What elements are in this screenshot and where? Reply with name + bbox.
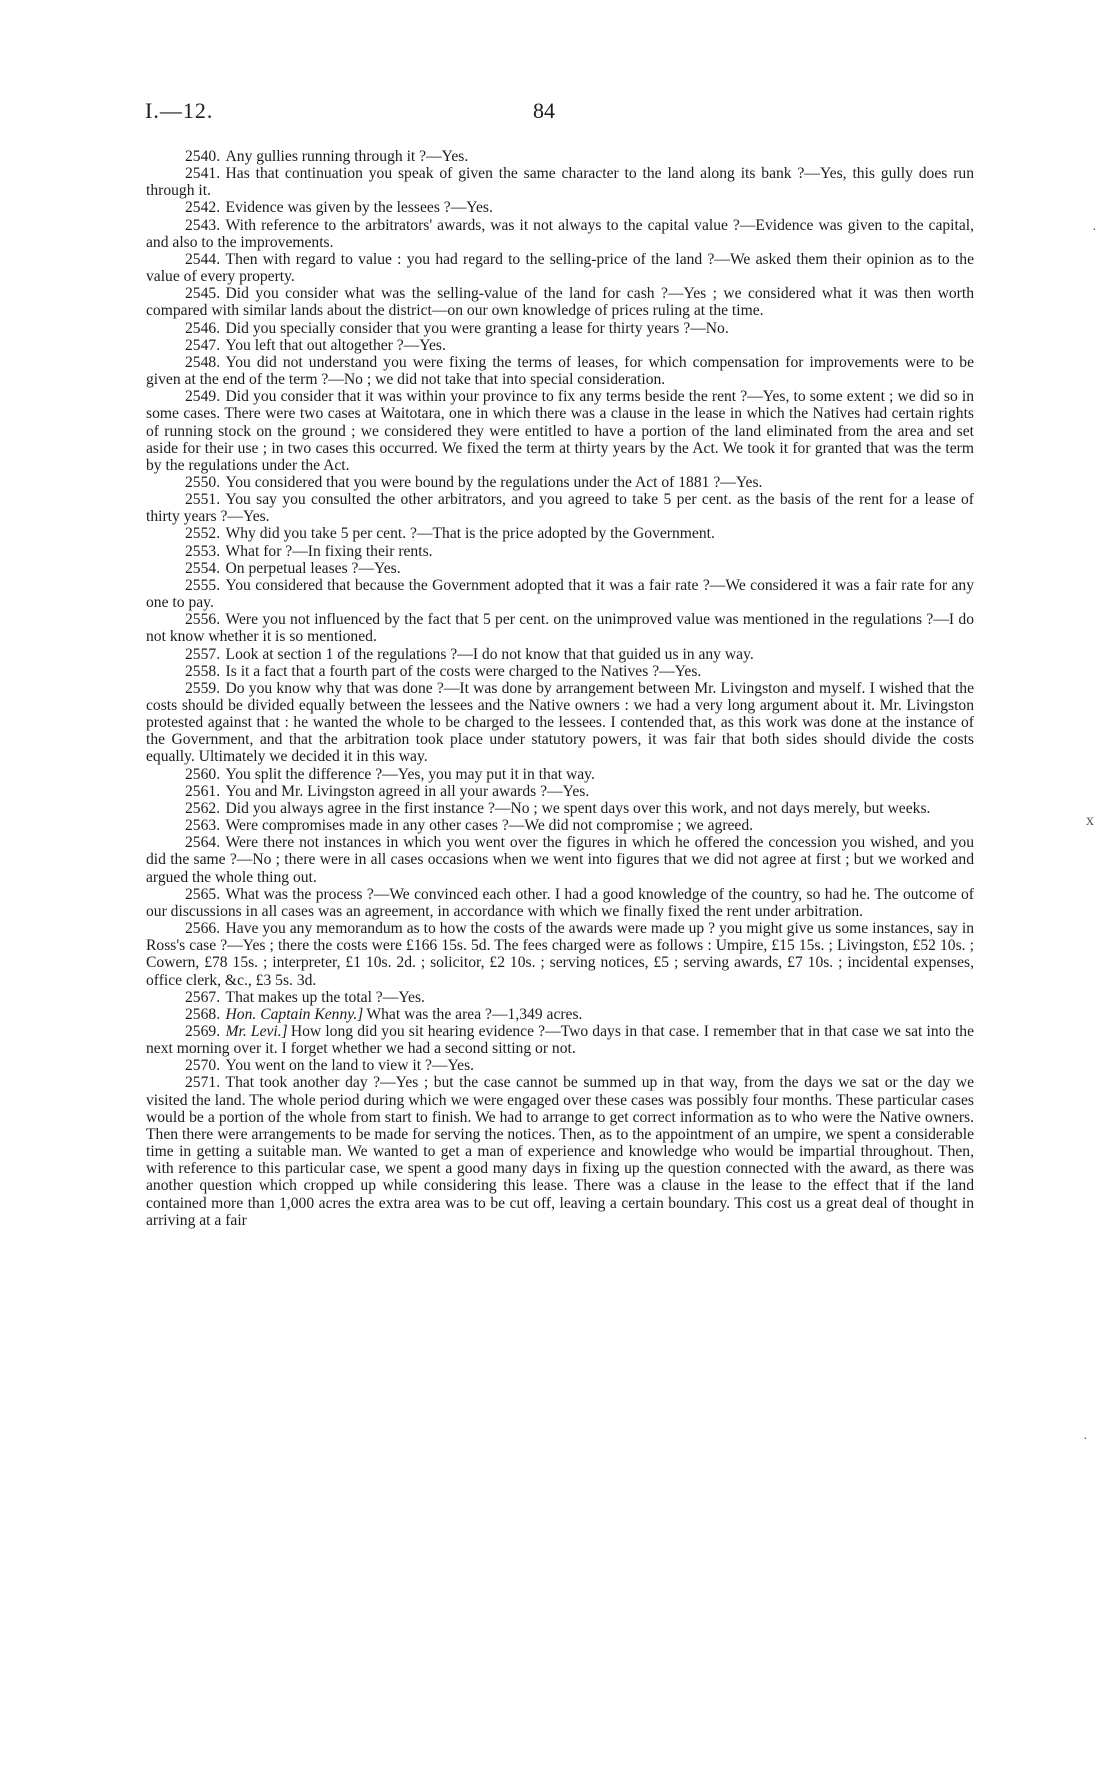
testimony-paragraph <box>146 285 974 319</box>
question-number: 2542. <box>185 199 221 217</box>
paragraph-text: Is it a fact that a fourth part of the costs were charged to the Natives ?—Yes. <box>225 662 702 680</box>
question-number: 2540. <box>185 148 221 165</box>
paragraph-text: You split the difference ?—Yes, you may put it in that way. <box>225 765 595 783</box>
testimony-paragraph <box>146 199 974 216</box>
question-number: 2563. <box>185 817 221 835</box>
testimony-paragraph <box>146 525 974 542</box>
paragraph-text: Have you any memorandum as to how the costs of the awards were made up ? you might give us some instances, say in Ross's case ?—Yes ; there the costs were £166 15s. 5d. The fees charged were as follows : Umpire, £15 15s. ; Livingston, £52 10s. ; Cowern, £78 15s. ; interpreter, £1 10s. 2d. ; solicitor, £2 10s. ; serving notices, £5 ; serving awards, £7 10s. ; incidental expenses, office clerk, &c., £3 5s. 3d. <box>146 920 974 989</box>
paragraph-text: What was the area ?—1,349 acres. <box>366 1005 583 1023</box>
question-number: 2552. <box>185 525 221 543</box>
testimony-paragraph <box>146 680 974 766</box>
testimony-paragraph <box>146 611 974 645</box>
testimony-paragraph <box>146 560 974 577</box>
testimony-paragraph <box>146 148 974 165</box>
paragraph-text: Did you specially consider that you were granting a lease for thirty years ?—No. <box>225 319 729 337</box>
paragraph-text: Did you consider that it was within your province to fix any terms beside the rent ?—Yes, to some extent ; we did so in some cases. There were two cases at Waitotara, one in which there was a clause in the lease in which the Natives had certain rights of running stock on the ground ; we considered they were entitled to have a portion of the land eliminated from the area and set aside for their use ; in two cases this occurred. We fixed the term at thirty years by the Act. We took it for granted that was the term by the regulations under the Act. <box>146 388 974 474</box>
testimony-paragraph <box>146 817 974 834</box>
paragraph-text: Do you know why that was done ?—It was done by arrangement between Mr. Livingston and myself. I wished that the costs should be divided equally between the lessees and the Native owners : we had a very long argument about it. Mr. Livingston protested against that : he wanted the whole to be charged to the lessees. I contended that, as this work was done at the instance of the Government, and that the arbitration took place under statutory powers, it was fair that both sides should divide the costs equally. Ultimately we decided it in this way. <box>146 679 974 766</box>
paragraph-text: Any gullies running through it ?—Yes. <box>225 148 469 165</box>
testimony-paragraph <box>146 800 974 817</box>
testimony-paragraph <box>146 217 974 251</box>
margin-mark: · <box>1083 1432 1088 1447</box>
paragraph-text: You say you consulted the other arbitrators, and you agreed to take 5 per cent. as the basis of the rent for a lease of thirty years ?—Yes. <box>146 491 974 526</box>
margin-mark: · <box>1092 223 1097 238</box>
paragraph-text: What for ?—In fixing their rents. <box>225 542 433 560</box>
testimony-paragraph <box>146 1023 974 1057</box>
paragraph-text: On perpetual leases ?—Yes. <box>225 559 401 577</box>
testimony-paragraph <box>146 251 974 285</box>
question-number: 2571. <box>185 1074 221 1092</box>
question-number: 2562. <box>185 799 221 817</box>
testimony-paragraph <box>146 766 974 783</box>
testimony-paragraph <box>146 1006 974 1023</box>
paragraph-text: Has that continuation you speak of given the same character to the land along its bank ?—Yes, this gully does run through it. <box>146 165 974 200</box>
testimony-paragraph <box>146 783 974 800</box>
question-number: 2559. <box>185 679 221 697</box>
question-number: 2548. <box>185 353 221 371</box>
question-number: 2556. <box>185 611 221 629</box>
paragraph-text: What was the process ?—We convinced each other. I had a good knowledge of the country, so had he. The outcome of our discussions in all cases was an agreement, in accordance with which we finally fixed the rent under arbitration. <box>146 885 974 920</box>
paragraph-text: Did you always agree in the first instance ?—No ; we spent days over this work, and not days merely, but weeks. <box>225 799 931 817</box>
paragraph-text: Look at section 1 of the regulations ?—I do not know that that guided us in any way. <box>225 645 754 663</box>
speaker-name: Hon. Captain Kenny.] <box>225 1005 364 1023</box>
paragraph-text: That makes up the total ?—Yes. <box>225 988 425 1006</box>
page-number: 84 <box>533 98 555 123</box>
paragraph-text: With reference to the arbitrators' awards, was it not always to the capital value ?—Evidence was given to the capital, and also to the improvements. <box>146 216 974 251</box>
testimony-paragraph <box>146 920 974 989</box>
paragraph-text: You and Mr. Livingston agreed in all your awards ?—Yes. <box>225 782 590 800</box>
testimony-paragraph <box>146 663 974 680</box>
question-number: 2568. <box>185 1005 221 1023</box>
paragraph-text: You went on the land to view it ?—Yes. <box>225 1057 475 1075</box>
paragraph-text: Then with regard to value : you had regard to the selling-price of the land ?—We asked them their opinion as to the value of every property. <box>146 250 974 286</box>
margin-mark: x <box>1086 812 1094 829</box>
paragraph-text: You did not understand you were fixing the terms of leases, for which compensation for improvements were to be given at the end of the term ?—No ; we did not take that into special consideration. <box>146 353 974 389</box>
testimony-paragraph <box>146 1057 974 1074</box>
testimony-paragraph <box>146 165 974 199</box>
paragraph-text: How long did you sit hearing evidence ?—Two days in that case. I remember that in that case we sat into the next morning over it. I forget whether we had a second sitting or not. <box>146 1022 974 1058</box>
question-number: 2546. <box>185 319 221 337</box>
testimony-paragraph <box>146 337 974 354</box>
question-number: 2541. <box>185 165 221 183</box>
question-number: 2550. <box>185 473 221 491</box>
paragraph-text: Were you not influenced by the fact that 5 per cent. on the unimproved value was mentioned in the regulations ?—I do not know whether it is so mentioned. <box>146 611 974 646</box>
testimony-paragraph <box>146 388 974 474</box>
question-number: 2570. <box>185 1057 221 1075</box>
paragraph-text: Why did you take 5 per cent. ?—That is the price adopted by the Government. <box>225 525 715 543</box>
question-number: 2569. <box>185 1022 221 1040</box>
testimony-paragraph <box>146 886 974 920</box>
paragraph-text: You considered that you were bound by the regulations under the Act of 1881 ?—Yes. <box>225 473 763 491</box>
testimony-paragraph <box>146 1074 974 1228</box>
testimony-paragraph <box>146 491 974 525</box>
testimony-paragraph <box>146 989 974 1006</box>
question-number: 2547. <box>185 336 221 354</box>
paragraph-text: Did you consider what was the selling-value of the land for cash ?—Yes ; we considered what it was then worth compared with similar lands about the district—on our own knowledge of prices ruling at the time. <box>146 285 974 320</box>
testimony-paragraph <box>146 320 974 337</box>
question-number: 2558. <box>185 662 221 680</box>
paragraph-text: That took another day ?—Yes ; but the case cannot be summed up in that way, from the days we sat or the day we visited the land. The whole period during which we were engaged over these cases was possibly four months. These particular cases would be a portion of the whole from start to finish. We had to arrange to get correct information as to who were the Native owners. Then there were arrangements to be made for serving the notices. Then, as to the appointment of an umpire, we spent a considerable time in getting a suitable man. We wanted to get a man of experience and knowledge who would be impartial throughout. Then, with reference to this particular case, we spent a good many days in fixing up the question connected with the award, as there was another question which cropped up while considering this lease. There was a clause in the lease to the effect that if the land contained more than 1,000 acres the extra area was to be cut off, leaving a certain boundary. This cost us a great deal of thought in arriving at a fair <box>146 1074 974 1229</box>
question-number: 2554. <box>185 559 221 577</box>
document-body <box>146 148 974 1229</box>
paragraph-text: Were compromises made in any other cases ?—We did not compromise ; we agreed. <box>225 817 754 835</box>
testimony-paragraph <box>146 354 974 388</box>
question-number: 2560. <box>185 765 221 783</box>
testimony-paragraph <box>146 543 974 560</box>
question-number: 2551. <box>185 491 221 509</box>
page-header <box>145 98 975 130</box>
testimony-paragraph <box>146 577 974 611</box>
paragraph-text: You considered that because the Government adopted that it was a fair rate ?—We considered it was a fair rate for any one to pay. <box>146 576 974 612</box>
question-number: 2543. <box>185 216 221 234</box>
question-number: 2553. <box>185 542 221 560</box>
question-number: 2566. <box>185 920 221 938</box>
question-number: 2544. <box>185 250 221 268</box>
paragraph-text: You left that out altogether ?—Yes. <box>225 336 446 354</box>
question-number: 2557. <box>185 645 221 663</box>
speaker-name: Mr. Levi.] <box>225 1022 288 1040</box>
question-number: 2567. <box>185 988 221 1006</box>
question-number: 2549. <box>185 388 221 406</box>
testimony-paragraph <box>146 646 974 663</box>
testimony-paragraph <box>146 834 974 885</box>
question-number: 2565. <box>185 885 221 903</box>
document-reference: I.—12. <box>145 98 214 123</box>
question-number: 2545. <box>185 285 221 303</box>
paragraph-text: Evidence was given by the lessees ?—Yes. <box>225 199 493 217</box>
question-number: 2564. <box>185 834 221 852</box>
question-number: 2555. <box>185 576 221 594</box>
paragraph-text: Were there not instances in which you went over the figures in which he offered the concession you wished, and you did the same ?—No ; there were in all cases occasions when we went into figures that we did not agree at first ; but we worked and argued the whole thing out. <box>146 834 974 886</box>
testimony-paragraph <box>146 474 974 491</box>
question-number: 2561. <box>185 782 221 800</box>
